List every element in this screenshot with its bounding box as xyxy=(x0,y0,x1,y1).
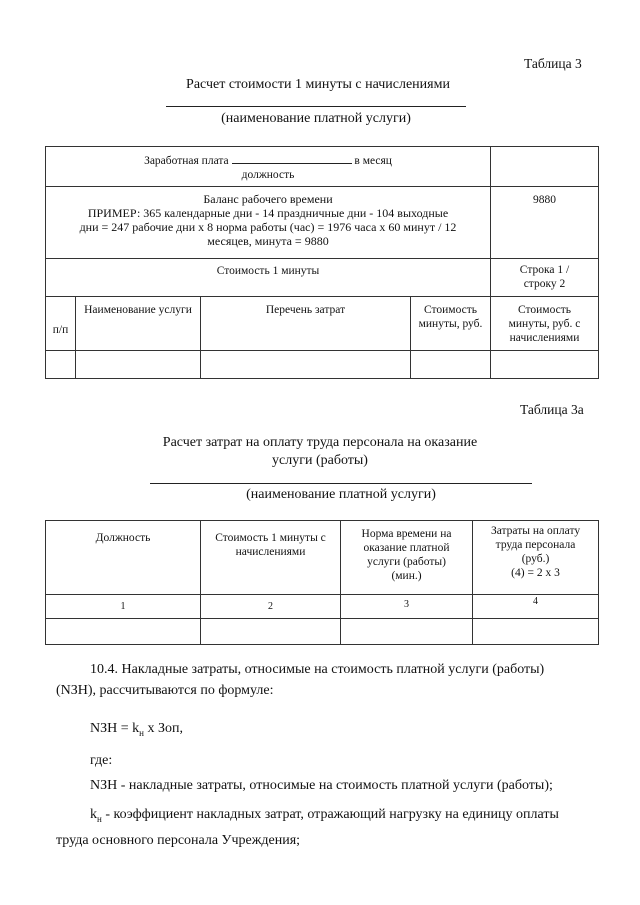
table3a xyxy=(45,520,599,645)
table3a-subtitle: (наименование платной услуги) xyxy=(246,487,436,502)
empty-cell xyxy=(76,351,201,379)
row-ratio-1: Строка 1 / xyxy=(519,264,570,276)
balance-example-1: ПРИМЕР: 365 календарные дни - 14 праздничные дни - 104 выходные xyxy=(87,206,449,220)
table3-caption: Таблица 3 xyxy=(524,56,582,71)
header-num: п/п xyxy=(46,297,76,351)
table3-title: Расчет стоимости 1 минуты с начислениями xyxy=(186,77,450,92)
header-service: Наименование услуги xyxy=(76,297,201,351)
table3a-title-2: услуги (работы) xyxy=(272,453,368,468)
empty-cell xyxy=(491,351,599,379)
col-number: 3 xyxy=(341,595,473,619)
col-number: 1 xyxy=(46,595,201,619)
table3-subtitle: (наименование платной услуги) xyxy=(221,111,411,126)
paragraph-line-2: (NЗН), рассчитываются по формуле: xyxy=(56,683,274,698)
col-number: 4 xyxy=(473,595,599,619)
table3-empty-row xyxy=(46,351,599,379)
empty-cell xyxy=(201,351,411,379)
salary-position: должность xyxy=(241,169,295,181)
table3a-title-1: Расчет затрат на оплату труда персонала на оказание xyxy=(162,435,478,450)
salary-value-cell xyxy=(491,147,599,187)
header-costs: Перечень затрат xyxy=(201,297,411,351)
col-number: 2 xyxy=(201,595,341,619)
row-ratio-cell xyxy=(491,259,599,297)
empty-cell xyxy=(411,351,491,379)
empty-cell xyxy=(46,351,76,379)
balance-title: Баланс рабочего времени xyxy=(203,192,333,206)
table3-service-line xyxy=(166,106,466,107)
where-label: где: xyxy=(90,753,113,768)
header-cost-charges: Стоимость минуты, руб. с начислениями xyxy=(491,297,599,351)
empty-cell xyxy=(201,619,341,645)
table3a-number-row xyxy=(46,595,599,619)
balance-example-2: дни = 247 рабочие дни x 8 норма работы (час) = 1976 часа x 60 минут / 12 xyxy=(79,220,457,234)
header-pay: Затраты на оплату труда персонала (руб.) (4) = 2 x 3 xyxy=(473,521,599,595)
definition-nzn: NЗН - накладные затраты, относимые на стоимость платной услуги (работы); xyxy=(90,778,553,793)
empty-cell xyxy=(46,619,201,645)
table3a-caption: Таблица 3а xyxy=(520,402,584,417)
balance-example-3: месяцев, минута = 9880 xyxy=(207,234,329,248)
table3 xyxy=(45,146,599,379)
header-cost: Стоимость 1 минуты с начислениями xyxy=(201,521,341,595)
balance-value: 9880 xyxy=(491,187,599,259)
salary-cell xyxy=(46,147,491,187)
salary-suffix: в месяц xyxy=(354,155,392,167)
header-norm: Норма времени на оказание платной услуги (работы) (мин.) xyxy=(341,521,473,595)
balance-cell xyxy=(46,187,491,259)
definition-kn: $k_н$ - коэффициент накладных затрат, отражающий нагрузку на единицу оплаты труда основного персонала Учреждения; xyxy=(56,807,559,848)
paragraph-10-4 xyxy=(56,659,598,701)
table3a-service-line xyxy=(150,483,532,484)
salary-prefix: Заработная плата xyxy=(144,155,229,167)
formula: NЗН = $k_н$ x Зоп, xyxy=(90,721,183,738)
header-cost-minute-rub: Стоимость минуты, руб. xyxy=(411,297,491,351)
table3a-empty-row xyxy=(46,619,599,645)
empty-cell xyxy=(473,619,599,645)
cost-minute-cell: Стоимость 1 минуты xyxy=(46,259,491,297)
paragraph-line-1: 10.4. Накладные затраты, относимые на стоимость платной услуги (работы) xyxy=(90,662,545,677)
row-ratio-2: строку 2 xyxy=(523,278,566,290)
header-position: Должность xyxy=(46,521,201,595)
empty-cell xyxy=(341,619,473,645)
salary-blank xyxy=(232,152,352,164)
